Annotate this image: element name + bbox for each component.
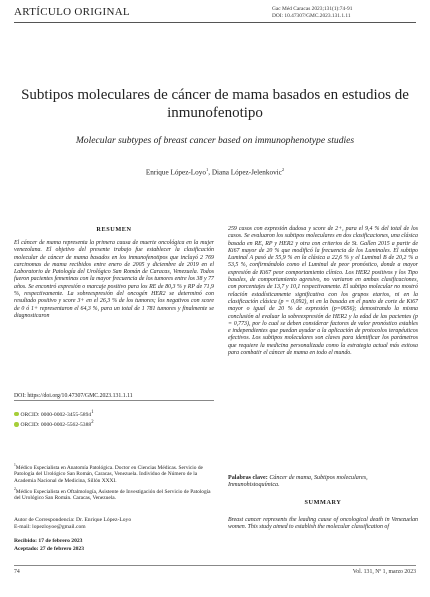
affiliation-marker: 2 bbox=[14, 486, 16, 491]
orcid-marker: 1 bbox=[91, 410, 94, 415]
orcid-id: ORCID: 0000-0002-3455-5894 bbox=[20, 411, 92, 418]
correspondence-email[interactable]: E-mail: lopezloyoe@gmail.com bbox=[14, 524, 86, 531]
affiliation-text: Médico Especialista en Anatomía Patológica. Doctor en Ciencias Médicas. Servicio de Patología del Urológico San Román, Caracas, Venezuela. Individuo de Número de la Academia Nacional de Medicina, Sillón XXXI. bbox=[14, 464, 203, 484]
keywords-text: Cáncer de mama, Subtipos moleculares, Inmunohistoquímica. bbox=[228, 475, 368, 489]
affiliation-text: Médico Especialista en Oftalmología, Asistente de Investigación del Servicio de Patología del Urológico San Román. Caracas, Venezuela. bbox=[14, 488, 211, 501]
affiliation-marker: 1 bbox=[14, 463, 16, 467]
received-date: Recibido: 17 de febrero 2023 bbox=[14, 538, 83, 544]
doi-rule bbox=[14, 400, 214, 401]
author-name: Diana López-Jelenkovic bbox=[211, 168, 282, 177]
orcid-entry[interactable] bbox=[14, 409, 214, 419]
affiliation-marker: 1 bbox=[205, 167, 209, 172]
doi-link[interactable]: DOI: https://doi.org/10.47307/GMC.2023.131.1.11 bbox=[14, 393, 133, 399]
summary-body: Breast cancer represents the leading cause of oncological death in Venezuelan women. This study aimed to establish the molecular classification of bbox=[228, 517, 418, 531]
orcid-icon bbox=[14, 412, 19, 417]
accepted-date: Aceptado: 27 de febrero 2023 bbox=[14, 545, 85, 552]
resumen-continued: 259 casos con expresión dudosa y score de 2+, para el 9,4 % del total de los casos. Se evaluaron los subtipos moleculares en dos clasificaciones, una clásica basada en RE, RP y HER2 y otra con criterios de St. Gallen 2015 a partir de Ki67 mayor de 20 % que modificó la frecuencia de los Luminales. El subtipo Luminal A pasó de 55,9 % en la clásica a 22,6 % y el Luminal B de 20,2 % a 53,5 %, confirmándolo como el Luminal de peor pronóstico, donde a mayor expresión de Ki67 peor comportamiento clínico. Los HER2 positivos y los Tipo basales, de comportamiento agresivo, no variaron en ambas clasificaciones, con porcentajes de 13,7 y 10,1 respectivamente. El subtipo molecular no mostró relación estadísticamente significativa con los grupos etarios, ni en la clasificación clásica (p = 0,092), ni en la basada en el punto de corte de Ki67 mayor o igual de 20 % de expresión (p=0656); demostrando la misma conclusión al evaluar la sobreexpresión de HER2 y la edad de las pacientes (p = 0,773), por lo cual se deben considerar factores de valor pronóstico estables e independientes que puedan ayudar a la aplicación de protocolos terapéuticos efectivos. Los subtipos moleculares son claves para identificar los parámetros que requiere la medicina personalizada como la estrategia actual más exitosa para combatir el cáncer de mama en todo el mundo. bbox=[228, 226, 418, 357]
orcid-list bbox=[14, 409, 214, 430]
header-rule bbox=[14, 22, 416, 23]
page-number: 74 bbox=[14, 569, 20, 575]
author-separator: , bbox=[208, 168, 212, 177]
affiliation-marker: 2 bbox=[281, 167, 285, 172]
orcid-icon bbox=[14, 422, 19, 427]
issue-info: Vol. 131, Nº 1, marzo 2023 bbox=[352, 569, 416, 575]
section-label: ARTÍCULO ORIGINAL bbox=[14, 6, 130, 18]
footer-rule bbox=[14, 565, 416, 566]
author-list bbox=[20, 167, 410, 176]
keywords bbox=[228, 475, 418, 490]
keywords-label: Palabras clave: bbox=[228, 475, 268, 481]
affiliation-item bbox=[14, 462, 214, 485]
correspondence-author: Autor de Correspondencia: Dr. Enrique López-Loyo bbox=[14, 517, 132, 523]
affiliations bbox=[14, 462, 214, 503]
resumen-heading: RESUMEN bbox=[96, 226, 132, 233]
affiliation-item bbox=[14, 486, 214, 502]
orcid-marker: 2 bbox=[91, 420, 94, 426]
correspondence bbox=[14, 517, 214, 531]
author-name: Enrique López-Loyo bbox=[145, 168, 206, 177]
summary-heading: SUMMARY bbox=[304, 499, 342, 506]
article-dates bbox=[14, 538, 214, 553]
journal-reference bbox=[272, 6, 352, 19]
orcid-id: ORCID: 0000-0002-5562-5388 bbox=[20, 422, 92, 429]
journal-doi: DOI: 10.47307/GMC.2023.131.1.11 bbox=[272, 12, 351, 19]
article-title-english: Molecular subtypes of breast cancer based on immunophenotype studies bbox=[75, 135, 355, 146]
orcid-entry[interactable] bbox=[14, 419, 214, 429]
resumen-body: El cáncer de mama representa la primera causa de muerte oncológica en la mujer venezolana. El objetivo del presente trabajo fue establecer la clasificación molecular de cáncer de mama basados en los inmunofenotipos que incluyó 2 769 carcinomas de mama recibidos entre enero de 2005 y diciembre de 2019 en el Laboratorio de Patología del Urológico San Román de Caracas, Venezuela. Todos fueron pacientes femeninas con la mayor frecuencia de los tumores entre los 38 y 77 años. Se encontró expresión o marcaje positivo para los RE de 80,3 % y RP de 71,9 %, respectivamente. La sobreexpresión del oncogén HER2 se determinó con resultado positivo y score 3+ en el 26,3 % de los tumores; los negativos con score de 0 ó 1+ representaron el 64,3 %, para un total de 1 781 tumores y finalmente se diagnosticaron bbox=[14, 240, 214, 319]
article-title-spanish: Subtipos moleculares de cáncer de mama basados en estudios de inmunofenotipo bbox=[21, 87, 409, 121]
journal-citation: Gac Méd Caracas 2023;131(1):74-91 bbox=[272, 6, 353, 12]
